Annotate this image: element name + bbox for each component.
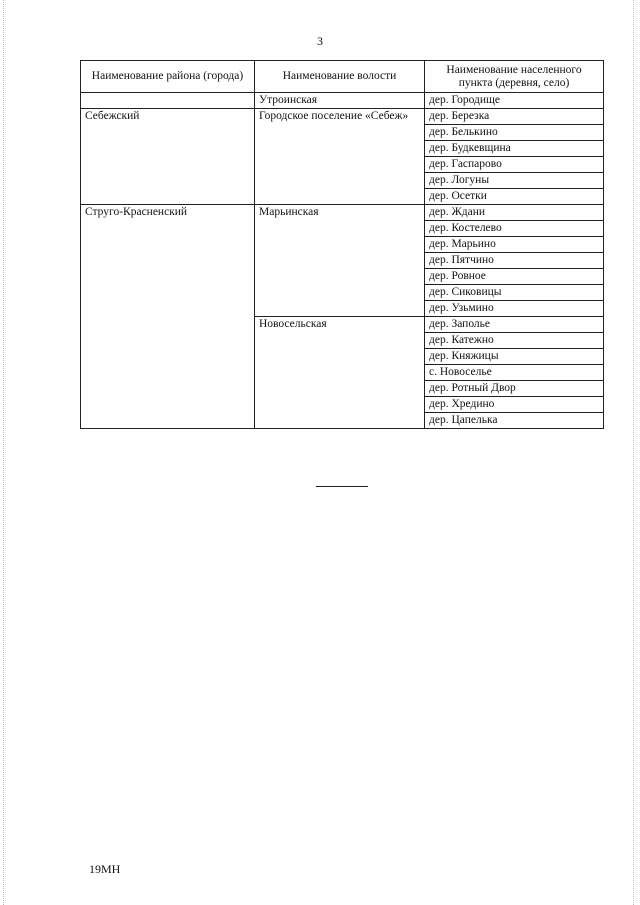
table-row [81, 109, 604, 125]
settlement-cell: дер. Пятчино [425, 253, 604, 269]
settlement-cell: дер. Узьмино [425, 301, 604, 317]
settlement-cell: дер. Ротный Двор [425, 381, 604, 397]
settlement-cell: дер. Костелево [425, 221, 604, 237]
volost-cell: Марьинская [255, 205, 425, 317]
settlement-cell: с. Новоселье [425, 365, 604, 381]
volost-cell: Утроинская [255, 93, 425, 109]
settlement-cell: дер. Березка [425, 109, 604, 125]
settlement-cell: дер. Городище [425, 93, 604, 109]
table-header-row [81, 61, 604, 93]
district-cell [81, 93, 255, 109]
settlement-cell: дер. Марьино [425, 237, 604, 253]
scan-edge-left [3, 0, 4, 905]
settlement-cell: дер. Хредино [425, 397, 604, 413]
settlement-cell: дер. Логуны [425, 173, 604, 189]
header-volost: Наименование волости [255, 61, 425, 93]
settlement-cell: дер. Княжицы [425, 349, 604, 365]
page-number: 3 [317, 34, 323, 48]
settlement-cell: дер. Осетки [425, 189, 604, 205]
volost-cell: Городское поселение «Себеж» [255, 109, 425, 205]
table-row [81, 205, 604, 221]
scan-edge-right [633, 0, 634, 905]
settlement-cell: дер. Сиковицы [425, 285, 604, 301]
header-settlement: Наименование населенного пункта (деревня, село) [425, 61, 604, 93]
settlement-cell: дер. Гаспарово [425, 157, 604, 173]
district-cell: Струго-Красненский [81, 205, 255, 429]
settlement-cell: дер. Цапелька [425, 413, 604, 429]
table-body [81, 93, 604, 429]
settlement-cell: дер. Ровное [425, 269, 604, 285]
settlements-table [80, 60, 604, 429]
settlement-cell: дер. Катежно [425, 333, 604, 349]
settlement-cell: дер. Заполье [425, 317, 604, 333]
settlement-cell: дер. Ждани [425, 205, 604, 221]
volost-cell: Новосельская [255, 317, 425, 429]
settlement-cell: дер. Будкевщина [425, 141, 604, 157]
table-row [81, 93, 604, 109]
district-cell: Себежский [81, 109, 255, 205]
end-divider [316, 486, 368, 487]
header-district: Наименование района (города) [81, 61, 255, 93]
settlement-cell: дер. Белькино [425, 125, 604, 141]
document-code: 19МН [89, 862, 121, 876]
